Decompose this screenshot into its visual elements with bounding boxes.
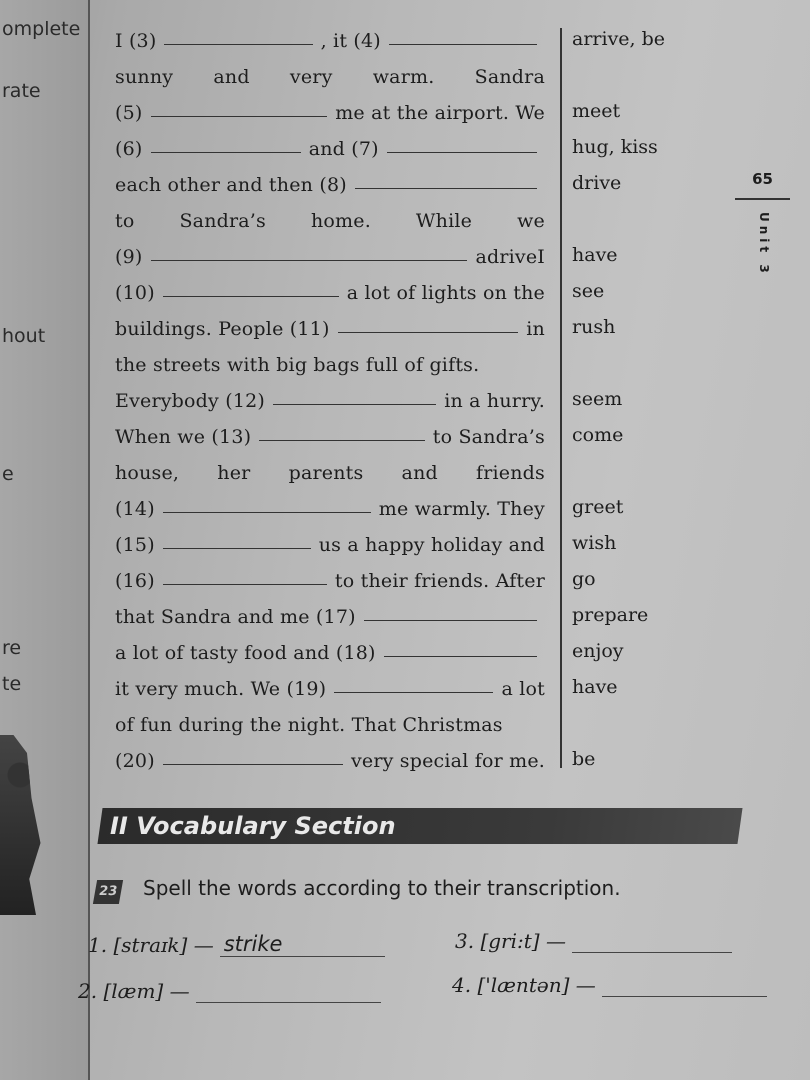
answer-text: strike [223,932,283,956]
verb-hint: wish [572,532,617,554]
verb-hint: arrive, be [572,28,666,50]
unit-label: Unit 3 [757,212,771,277]
text-fragment: When we (13) [115,426,252,448]
answer-line[interactable] [220,932,385,957]
text-fragment: (15) [115,534,155,556]
text-line [115,274,545,304]
answer-blank[interactable] [334,692,493,693]
text-line [115,310,545,340]
answer-blank[interactable] [151,116,328,117]
text-fragment: me warmly. They [378,498,545,520]
transcription-item [455,928,732,953]
text-fragment: (9) [115,246,143,268]
text-fragment: , it (4) [320,30,381,52]
text-line [115,22,545,52]
exercise-instruction: Spell the words according to their transcription. [143,876,621,900]
verb-hint: meet [572,100,621,122]
text-line [115,562,545,592]
text-fragment: to Sandra’s [432,426,545,448]
text-fragment: drive [486,246,538,268]
transcription-item [78,978,381,1003]
text-fragment: in [526,318,545,340]
text-fragment: I (3) [115,30,157,52]
left-fragment: e [2,463,14,485]
verb-hint: come [572,424,624,446]
column-divider [560,28,562,768]
answer-line[interactable] [602,972,767,997]
text-line [115,670,545,700]
verb-hint: go [572,568,596,590]
text-fragment: a lot of tasty food and (18) [115,642,376,664]
answer-blank[interactable] [387,152,537,153]
christmas-tree-illustration [0,735,45,915]
section-title: II Vocabulary Section [110,812,396,840]
text-fragment: that Sandra and me (17) [115,606,356,628]
text-fragment: a [475,246,487,268]
answer-line[interactable] [572,928,732,953]
text-fragment: a lot [501,678,545,700]
text-fragment: a lot of lights on the [346,282,545,304]
transcription-label: 4. ['læntən] — [452,973,596,997]
text-line [115,166,545,196]
verb-hint: see [572,280,605,302]
transcription-label: 3. [gri:t] — [455,929,566,953]
answer-text [572,928,576,952]
text-fragment: Sandra’s [179,210,266,232]
text-fragment: I [537,246,545,268]
verb-hint: have [572,676,618,698]
text-fragment: and [401,462,438,484]
text-fragment: Everybody (12) [115,390,266,412]
text-line [115,742,545,772]
text-fragment: (20) [115,750,155,772]
answer-blank[interactable] [151,152,301,153]
text-fragment: us a happy holiday and [318,534,545,556]
text-fragment: very [289,66,333,88]
verb-hint: greet [572,496,624,518]
page-number: 65 [752,170,773,188]
text-fragment: house, [115,462,180,484]
answer-blank[interactable] [384,656,537,657]
verb-hint: drive [572,172,622,194]
transcription-item [452,972,767,997]
verb-hint: hug, kiss [572,136,658,158]
text-line [115,58,545,88]
left-fragment: re [2,637,22,659]
text-line [115,238,545,268]
answer-blank[interactable] [273,404,436,405]
verb-hint: be [572,748,596,770]
answer-blank[interactable] [259,440,424,441]
text-fragment: it very much. We (19) [115,678,327,700]
left-fragment: omplete [2,18,81,40]
answer-line[interactable] [196,978,381,1003]
text-fragment: and [213,66,250,88]
answer-text [602,972,606,996]
text-line [115,598,545,628]
transcription-label: 1. [straɪk] — [88,933,214,957]
text-line [115,706,545,736]
text-fragment: (14) [115,498,155,520]
transcription-item [88,932,385,957]
left-fragment: hout [2,325,46,347]
text-fragment: (16) [115,570,155,592]
text-fragment: (10) [115,282,155,304]
text-fragment: her [217,462,251,484]
left-fragment: rate [2,80,41,102]
answer-blank[interactable] [163,512,371,513]
text-fragment: to their friends. After [334,570,545,592]
text-fragment: the streets with big bags full of gifts. [115,354,480,376]
verb-hint: enjoy [572,640,624,662]
text-line [115,418,545,448]
text-line [115,94,545,124]
text-fragment: parents [288,462,364,484]
text-line [115,346,545,376]
answer-blank[interactable] [163,584,327,585]
text-fragment: we [517,210,545,232]
verb-hint: seem [572,388,623,410]
text-fragment: Sandra [474,66,545,88]
text-fragment: (5) [115,102,143,124]
text-line [115,202,545,232]
text-fragment: warm. [372,66,435,88]
text-fragment: While [415,210,473,232]
answer-blank[interactable] [163,764,343,765]
text-line [115,490,545,520]
text-line [115,634,545,664]
verb-hint: rush [572,316,616,338]
answer-blank[interactable] [164,44,312,45]
text-fragment: home. [310,210,371,232]
text-line [115,130,545,160]
text-line [115,526,545,556]
text-fragment: sunny [115,66,174,88]
answer-blank[interactable] [338,332,519,333]
left-page-edge [0,0,90,1080]
answer-blank[interactable] [163,296,339,297]
answer-blank[interactable] [355,188,537,189]
text-fragment: me at the airport. We [335,102,545,124]
left-fragment: te [2,673,22,695]
answer-blank[interactable] [364,620,537,621]
verb-hint: prepare [572,604,649,626]
text-fragment: and (7) [308,138,379,160]
text-fragment: in a hurry. [444,390,545,412]
text-fragment: very special for me. [350,750,545,772]
answer-blank[interactable] [389,44,537,45]
unit-tab [735,170,790,277]
answer-blank[interactable] [163,548,311,549]
answer-blank[interactable] [151,260,468,261]
verb-hint: have [572,244,618,266]
text-fragment: friends [476,462,545,484]
unit-rule [735,198,790,200]
exercise-number: 23 [93,880,123,904]
text-fragment: each other and then (8) [115,174,347,196]
transcription-label: 2. [læm] — [78,979,190,1003]
text-line [115,454,545,484]
text-fragment: (6) [115,138,143,160]
text-line [115,382,545,412]
answer-text [196,978,200,1002]
text-fragment: buildings. People (11) [115,318,330,340]
text-fragment: of fun during the night. That Christmas [115,714,503,736]
text-fragment: to [115,210,135,232]
